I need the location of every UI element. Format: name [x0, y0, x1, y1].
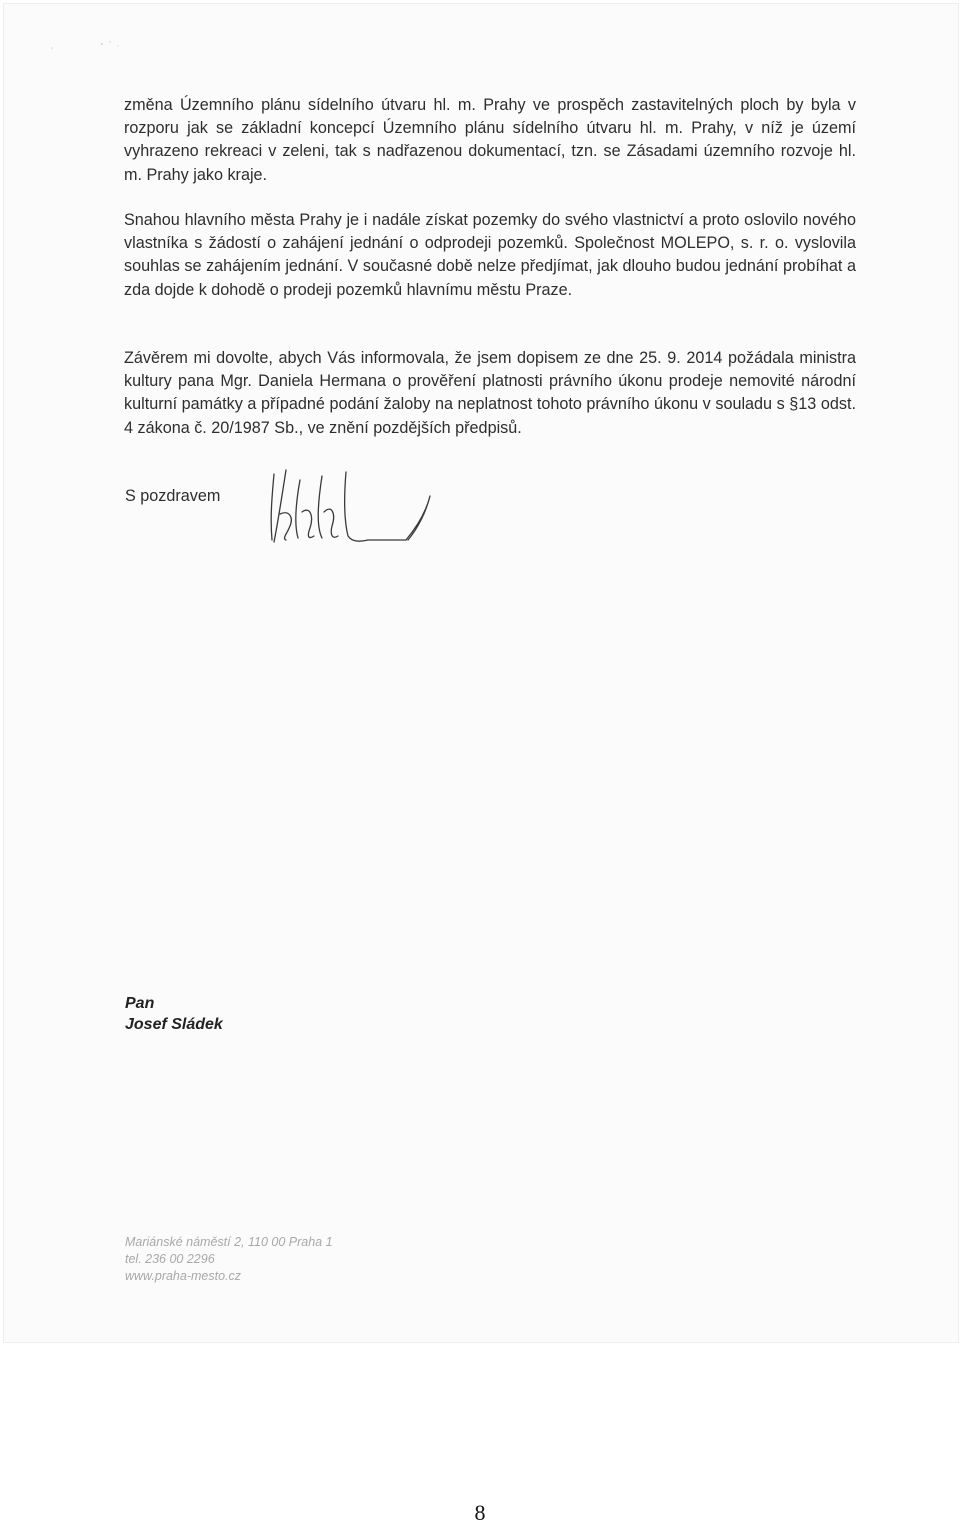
recipient-name: Josef Sládek — [125, 1016, 223, 1033]
scan-noise — [44, 32, 164, 52]
footer-phone: tel. 236 00 2296 — [125, 1252, 215, 1266]
letter-paragraph-1: změna Územního plánu sídelního útvaru hl. m. Prahy ve prospěch zastavitelných ploch by byla v rozporu jak se základní koncepcí Územního plánu sídelního útvaru hl. m. Prahy, v níž je území vyhrazeno rekreaci v zeleni, tak s nadřazenou dokumentací, tzn. se Zásadami územního rozvoje hl. m. Prahy jako kraje. — [124, 96, 856, 184]
letter-footer — [125, 1234, 333, 1285]
footer-address: Mariánské náměstí 2, 110 00 Praha 1 — [125, 1235, 333, 1249]
page-number: 8 — [474, 1500, 486, 1525]
recipient-salutation: Pan — [125, 995, 155, 1012]
recipient-block — [125, 993, 223, 1035]
scanned-letter-page — [4, 4, 958, 1342]
closing-greeting: S pozdravem — [125, 487, 221, 505]
footer-website: www.praha-mesto.cz — [125, 1269, 242, 1283]
letter-paragraph-3: Závěrem mi dovolte, abych Vás informovala, že jsem dopisem ze dne 25. 9. 2014 požádala ministra kultury pana Mgr. Daniela Hermana o prověření platnosti právního úkonu prodeje nemovité národní kulturní památky a případné podání žaloby na neplatnost tohoto právního úkonu v souladu s §13 odst. 4 zákona č. 20/1987 Sb., ve znění pozdějších předpisů. — [124, 349, 856, 437]
letter-paragraph-2: Snahou hlavního města Prahy je i nadále získat pozemky do svého vlastnictví a proto oslovilo nového vlastníka s žádostí o zahájení jednání o odprodeji pozemků. Společnost MOLEPO, s. r. o. vyslovila souhlas se zahájením jednání. V současné době nelze předjímat, jak dlouho budou jednání probíhat a zda dojde k dohodě o prodeji pozemků hlavnímu městu Praze. — [124, 211, 856, 299]
handwritten-signature — [252, 466, 442, 550]
